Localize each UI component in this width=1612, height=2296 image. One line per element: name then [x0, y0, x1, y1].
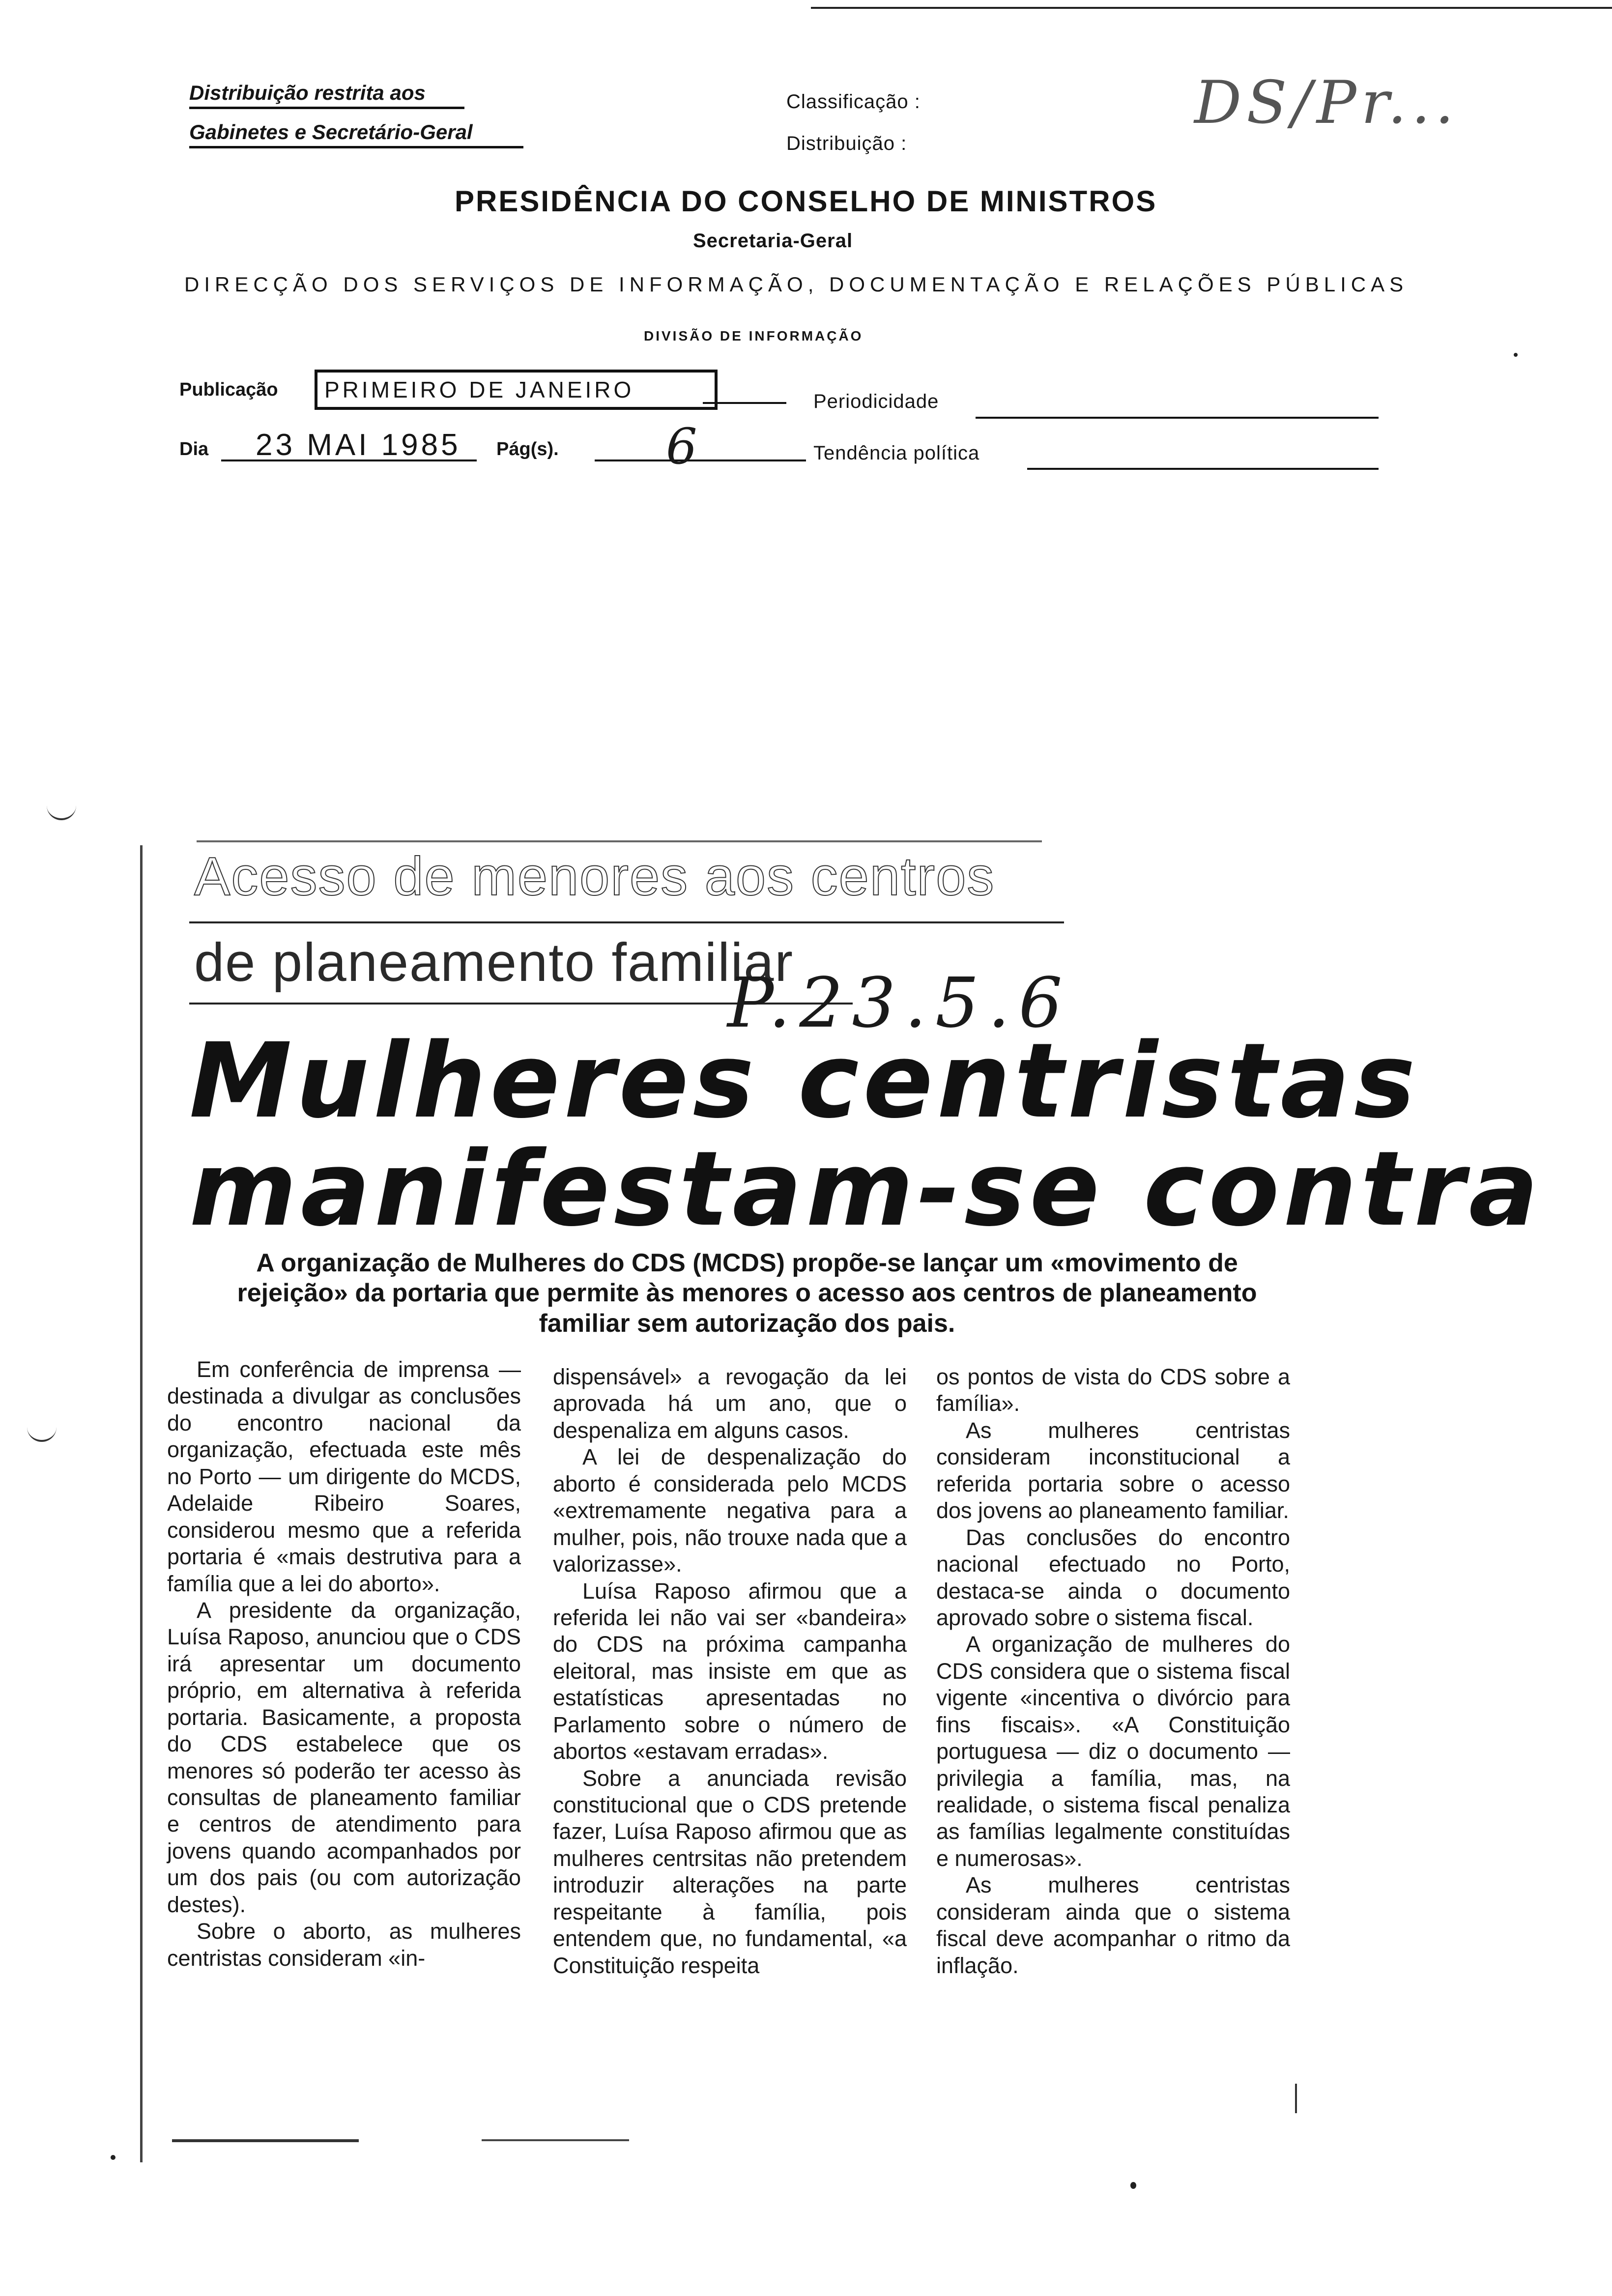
distribution-label: Distribuição : [786, 133, 907, 154]
kicker-line2: de planeamento familiar [194, 932, 794, 993]
clipping-bottom-rule-1 [172, 2139, 359, 2142]
periodicity-label: Periodicidade [813, 391, 939, 412]
classification-label: Classificação : [786, 91, 921, 113]
col2-paragraph: Luísa Raposo afirmou que a referida lei não vai ser «bandeira» do CDS na próxima campanha eleitoral, mas insiste em que as estatísticas apresentadas no Parlamento sobre o número de abortos «estavam erradas». [553, 1578, 907, 1764]
article-column-2 [553, 1364, 907, 1979]
publication-label: Publicação [179, 379, 278, 400]
handwritten-date: P.23.5.6 [727, 963, 1071, 1043]
restricted-distribution-line1: Distribuição restrita aos [189, 81, 464, 109]
col3-paragraph: As mulheres centristas consideram ainda que o sistema fiscal deve acompanhar o ritmo da inflação. [936, 1872, 1290, 1978]
col2-paragraph: Sobre a anunciada revisão constitucional que o CDS pretende fazer, Luísa Raposo afirmou que as mulheres centrsitas não pretendem introduzir alterações na parte respeitante à família, pois entendem que, no fundamental, «a Constituição respeita [553, 1765, 907, 1978]
tendency-label: Tendência política [813, 442, 980, 464]
scan-dot-bottom [1130, 2182, 1136, 2189]
scan-edge-top [811, 7, 1612, 9]
clipping-right-edge [1295, 2084, 1297, 2113]
article-lead: A organização de Mulheres do CDS (MCDS) propõe-se lançar um «movimento de rejeição» da portaria que permite às menores o acesso aos centros de planeamento familiar sem autorização dos pais. [237, 1249, 1257, 1338]
secretariat-title: Secretaria-Geral [693, 230, 853, 252]
clipping-left-edge [140, 845, 143, 2162]
day-value: 23 MAI 1985 [256, 428, 461, 462]
pages-line [595, 459, 806, 461]
col1-paragraph: Em conferência de imprensa — destinada a divulgar as conclusões do encontro nacional da organização, efectuada este mês no Porto — um dirigente do MCDS, Adelaide Ribeiro Soares, considerou mesmo que a referida portaria é «mais destrutiva para a família que a lei do aborto». [167, 1357, 521, 1596]
restricted-distribution-line2: Gabinetes e Secretário-Geral [189, 120, 523, 148]
col3-paragraph: As mulheres centristas consideram inconstitucional a referida portaria sobre o acesso dos jovens ao planeamento familiar. [936, 1417, 1290, 1523]
kicker-rule [189, 921, 1064, 923]
tendency-line [1027, 468, 1379, 470]
headline-line2: manifestam-se contra [189, 1129, 1543, 1249]
periodicity-line [976, 417, 1379, 419]
pages-value: 6 [666, 418, 697, 475]
scan-mark-left-1 [47, 804, 76, 820]
scan-mark-left-2 [27, 1425, 57, 1442]
col3-paragraph: Das conclusões do encontro nacional efectuado no Porto, destaca-se ainda o documento aprovado sobre o sistema fiscal. [936, 1524, 1290, 1630]
publication-underline [703, 402, 786, 404]
direction-title: DIRECÇÃO DOS SERVIÇOS DE INFORMAÇÃO, DOCUMENTAÇÃO E RELAÇÕES PÚBLICAS [184, 273, 1409, 296]
day-label: Dia [179, 439, 209, 459]
headline-line1: Mulheres centristas [189, 1021, 1419, 1141]
clipping-bottom-rule-2 [482, 2139, 629, 2141]
kicker-line1: Acesso de menores aos centros [194, 846, 995, 907]
scan-dot-left [111, 2155, 115, 2160]
article-column-3 [936, 1364, 1290, 1979]
division-title: DIVISÃO DE INFORMAÇÃO [644, 328, 864, 344]
col1-paragraph: Sobre o aborto, as mulheres centristas consideram «in- [167, 1919, 521, 1971]
pages-label: Pág(s). [496, 439, 559, 459]
col2-paragraph: A lei de despenalização do aborto é considerada pelo MCDS «extremamente negativa para a mulher, pois, não trouxe nada que a valorizasse». [553, 1444, 907, 1577]
article-column-1 [167, 1356, 521, 1972]
col3-paragraph: A organização de mulheres do CDS considera que o sistema fiscal vigente «incentiva o divórcio para fins fiscais». «A Constituição portuguesa — diz o documento — privilegia a família, mas, na realidade, o sistema fiscal penaliza as famílias legalmente constituídas e numerosas». [936, 1632, 1290, 1871]
handwritten-reference: DS/Pr... [1194, 69, 1459, 137]
col3-paragraph: os pontos de vista do CDS sobre a família». [936, 1364, 1290, 1416]
scan-dot-right [1514, 353, 1518, 357]
col1-paragraph: A presidente da organização, Luísa Raposo, anunciou que o CDS irá apresentar um documento próprio, em alternativa à referida portaria. Basicamente, a proposta do CDS estabelece que os menores só poderão ter acesso às consultas de planeamento familiar e centros de atendimento para jovens quando acompanhados por um dos pais (ou com autorização destes). [167, 1597, 521, 1917]
org-title: PRESIDÊNCIA DO CONSELHO DE MINISTROS [455, 185, 1157, 218]
clipping-top-edge [197, 840, 1042, 842]
col2-paragraph: dispensável» a revogação da lei aprovada há um ano, que o despenaliza em alguns casos. [553, 1364, 907, 1443]
publication-value: PRIMEIRO DE JANEIRO [315, 370, 718, 410]
